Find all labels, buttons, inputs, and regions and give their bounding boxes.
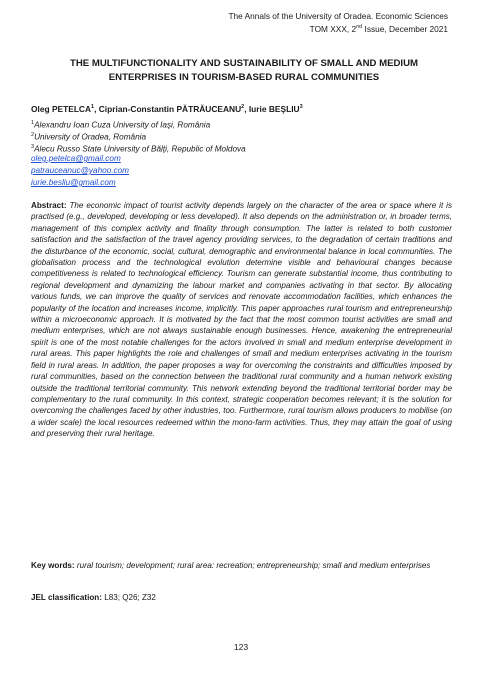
- keywords: [31, 560, 452, 571]
- journal-name: The Annals of the University of Oradea. Economic Sciences: [228, 11, 448, 21]
- paper-title: THE MULTIFUNCTIONALITY AND SUSTAINABILITY OF SMALL AND MEDIUM ENTERPRISES IN TOURISM-BASED RURAL COMMUNITIES: [69, 58, 419, 83]
- affiliation-mark: 1: [31, 120, 35, 126]
- issue-text: TOM XXX, 2: [309, 23, 357, 34]
- issue-date: Issue, December 2021: [362, 23, 448, 34]
- affiliation: [31, 130, 451, 143]
- email-link[interactable]: iurie.besliu@gmail.com: [31, 178, 116, 187]
- affiliation-text: Alexandru Ioan Cuza University of Iaşi, România: [34, 120, 211, 130]
- author-name: Iurie BEŞLIU: [248, 104, 300, 114]
- issue-ordinal: nd: [356, 24, 363, 30]
- author-mark: 2: [241, 104, 245, 111]
- affiliation-text: University of Oradea, România: [34, 132, 147, 142]
- affiliation: [31, 118, 451, 131]
- abstract-text: The economic impact of tourist activity depends largely on the character of the area or space where it is practised (e.g., developed, developing or less developed). It also depends on the administration or, in broader terms, management of this complex activity and finality through consumption. The latter is related to both customer satisfaction and the satisfaction of the travel agency providing services, to the degradation of certain traditions and the disturbance of the economic, social, cultural, demographic and environmental balance in local communities. The globalisation process and the technological evolution determine visible and behavioural changes because competitiveness is related to technological efficiency. Tourism can generate substantial income, thus contributing to regional development and dynamizing the labour market and companies activating in that sector. By allocating various funds, we can improve the quality of services and renovate accommodation facilities, which enhances the popularity of the location and increases income, implicitly. This paper approaches rural tourism and entrepreneurship within a microeconomic approach. It is motivated by the fact that the most common tourist activities are small and medium enterprises, which are not always sustainable enough businesses. Hence, awakening the entrepreneurial spirit is one of the most notable challenges for the actors involved in small and medium enterprise development in rural areas. This paper highlights the role and challenges of small and medium enterprises activating in the tourism field in rural areas. In addition, the paper proposes a way for overcoming the constraints and difficulties imposed by rural communities, based on the connection between the traditional rural community and a human network existing outside the traditional territorial community. This network extending beyond the traditional territorial border may be complementary to the rural community. In this context, strategic cooperation becomes relevant; it is the solution for overcoming the challenges faced by other industries, too. Furthermore, rural tourism allows producers to mobilise (on a wider scale) the local resources redeemed within the mono-farm activities. Thus, they may attain the goal of using and preserving their rural heritage.: [31, 201, 453, 439]
- journal-issue: [148, 22, 448, 35]
- author-name: Oleg PETELCA: [31, 104, 92, 114]
- abstract: [31, 200, 452, 440]
- jel-classification: [31, 593, 156, 602]
- abstract-label: Abstract:: [31, 201, 67, 210]
- email-link[interactable]: oleg.petelca@gmail.com: [31, 154, 121, 163]
- author-line: Oleg PETELCA$^1$, Ciprian-Constantin PĂTRĂUCEANU$^2$, Iurie BEŞLIU$^3$: [31, 104, 303, 114]
- jel-codes: L83; Q26; Z32: [104, 593, 156, 602]
- page-number: 123: [233, 642, 249, 652]
- author-mark: 3: [299, 104, 303, 111]
- affiliation-mark: 3: [31, 144, 35, 150]
- journal-header: [148, 11, 448, 35]
- author-name: Ciprian-Constantin PĂTRĂUCEANU: [98, 104, 242, 114]
- jel-label: JEL classification:: [31, 593, 102, 602]
- email-link[interactable]: patrauceanuc@yahoo.com: [31, 166, 129, 175]
- affiliation-text: Alecu Russo State University of Bălţi, Republic of Moldova: [34, 144, 246, 154]
- keywords-text: rural tourism; development; rural area: recreation; entrepreneurship; small and medium enterprises: [76, 561, 431, 570]
- keywords-label: Key words:: [31, 561, 75, 570]
- affiliation: [31, 142, 451, 155]
- affiliation-mark: 2: [31, 132, 35, 138]
- author-mark: 1: [91, 104, 95, 111]
